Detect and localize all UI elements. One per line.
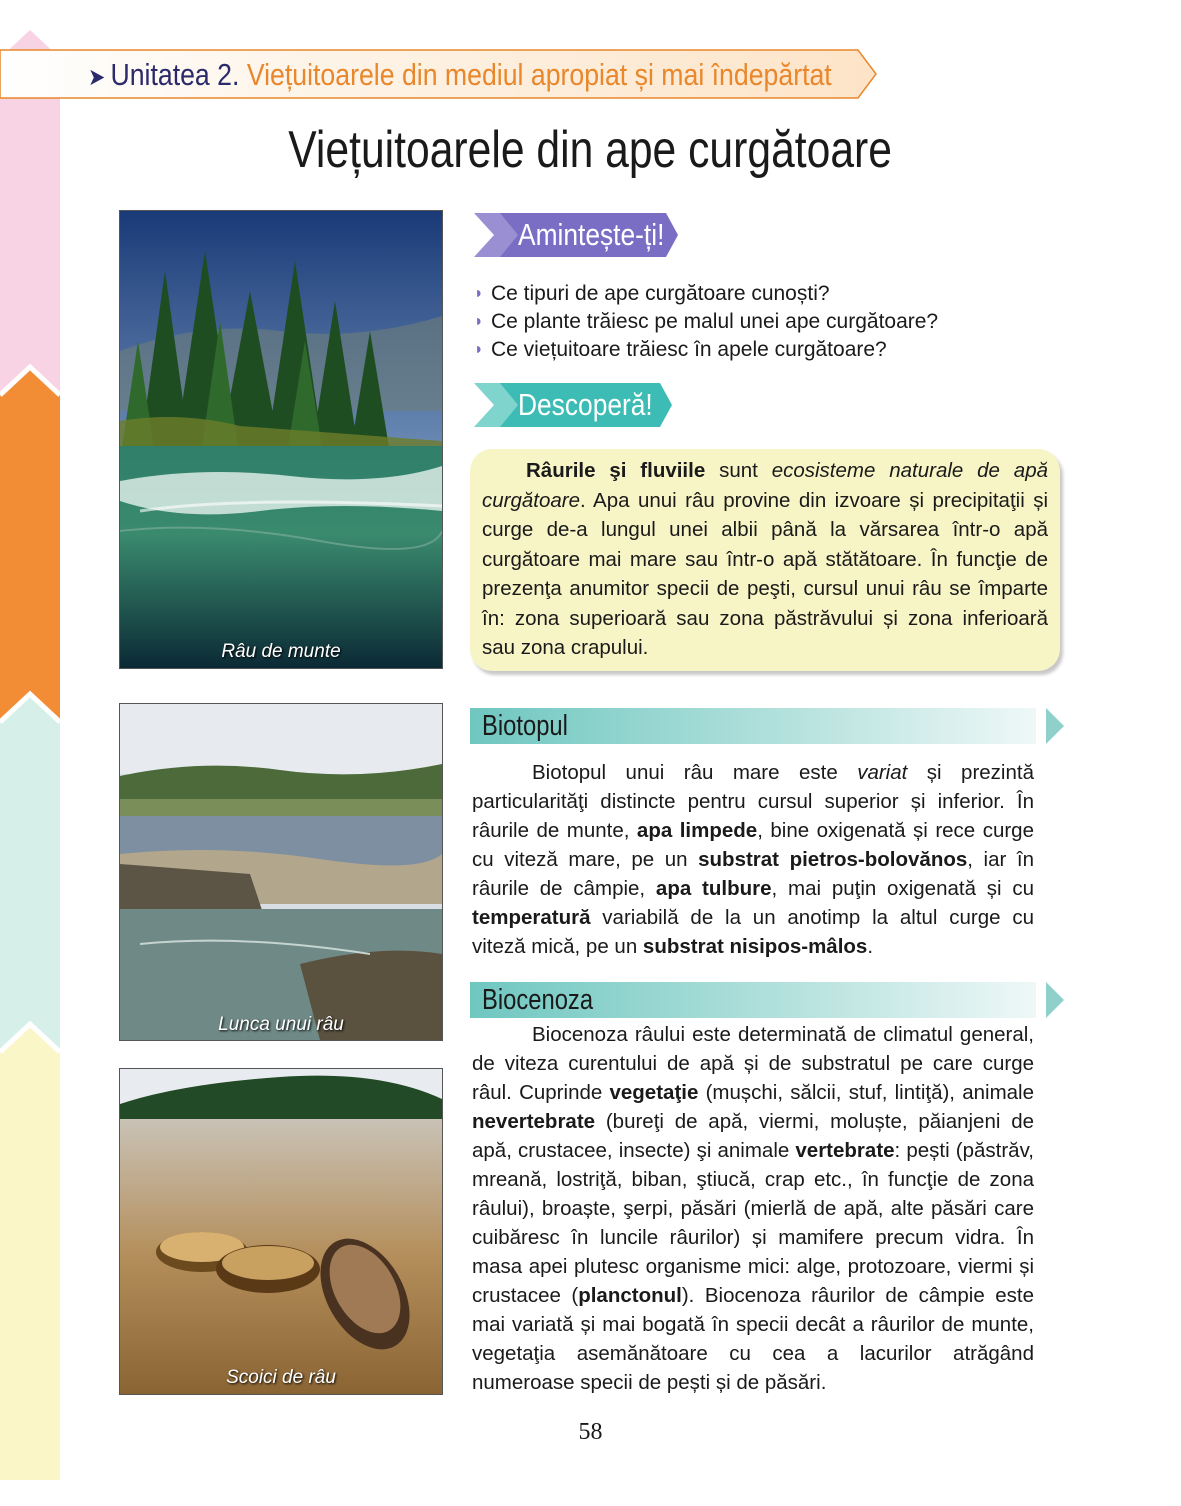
unit-heading: [88, 54, 832, 96]
biotop-heading: Biotopul: [482, 710, 568, 742]
discover-heading: Descoperă!: [518, 387, 653, 422]
definition-text: Râurile şi fluviile sunt ecosisteme naturale de apă curgătoare. Apa unui râu provine din izvoare și precipitaţii și curge de-a lungul unei albii până la vărsarea într-o apă curgătoare mai mare sau într-o apă stătătoare. În funcţie de prezenţa anumitor specii de peşti, cursul unui râu se împarte în: zona superioară sau zona păstrăvului și zona inferioară sau zona crapului.: [482, 459, 1049, 659]
remember-questions: [474, 280, 1074, 364]
unit-subtitle: Viețuitoarele din mediul apropiat și mai îndepărtat: [246, 57, 832, 92]
bullet-icon: ◗: [474, 313, 484, 330]
bullet-icon: ◗: [474, 341, 484, 358]
unit-label: Unitatea 2.: [110, 57, 240, 92]
page-title: Viețuitoarele din ape curgătoare: [288, 121, 893, 179]
photo-river-clams: [119, 1068, 443, 1395]
remember-heading: Amintește-ți!: [518, 217, 665, 252]
page-number: 58: [578, 1419, 603, 1445]
list-item: ◗ Ce plante trăiesc pe malul unei ape curgătoare?: [474, 308, 1074, 336]
photo-river-meadow: [119, 703, 443, 1041]
left-decorative-strip: [0, 0, 60, 1506]
photo-caption: Lunca unui râu: [218, 1014, 344, 1035]
list-item: ◗ Ce tipuri de ape curgătoare cunoști?: [474, 280, 1074, 308]
arrow-right-icon: ➤: [88, 64, 106, 91]
biocenoza-paragraph: Biocenoza râului este determinată de climatul general, de viteza curentului de apă și de substratul pe care curge râul. Cuprinde vegetaţie (mușchi, sălcii, stuf, lintiţă), animale nevertebrate (bureţi de apă, viermi, moluște, păianjeni de apă, crustacee, insecte) şi animale vertebrate: pești (păstrăv, mreană, lostriţă, biban, ştiucă, crap etc., în funcţie de zona râului), broaște, şerpi, păsări (mierlă de apă, alte păsări care cuibăresc în luncile râurilor) și mamifere precum vidra. În masa apei plutesc organisme mici: alge, protozoare, viermi și crustacee (planctonul). Biocenoza râurilor de câmpie este mai variată și mai bogată în specii decât a râurilor de munte, vegetaţia asemănătoare cu cea a lacurilor atrăgând numeroase specii de pești și de păsări.: [472, 1023, 1034, 1394]
photo-mountain-river: [119, 210, 443, 669]
photo-caption: Râu de munte: [221, 641, 341, 662]
biotop-paragraph: Biotopul unui râu mare este variat și prezintă particularităţi distincte pentru cursul superior și inferior. În râurile de munte, apa limpede, bine oxigenată și rece curge cu viteză mare, pe un substrat pietros-bolovănos, iar în râurile de câmpie, apa tulbure, mai puţin oxigenată și cu temperatură variabilă de la un anotimp la altul curge cu viteză mică, pe un substrat nisipos-mâlos.: [472, 761, 1035, 958]
list-item: ◗ Ce viețuitoare trăiesc în apele curgătoare?: [474, 336, 1074, 364]
bullet-icon: ◗: [474, 285, 484, 302]
photo-caption: Scoici de râu: [226, 1367, 336, 1388]
biocenoza-heading: Biocenoza: [482, 984, 594, 1016]
